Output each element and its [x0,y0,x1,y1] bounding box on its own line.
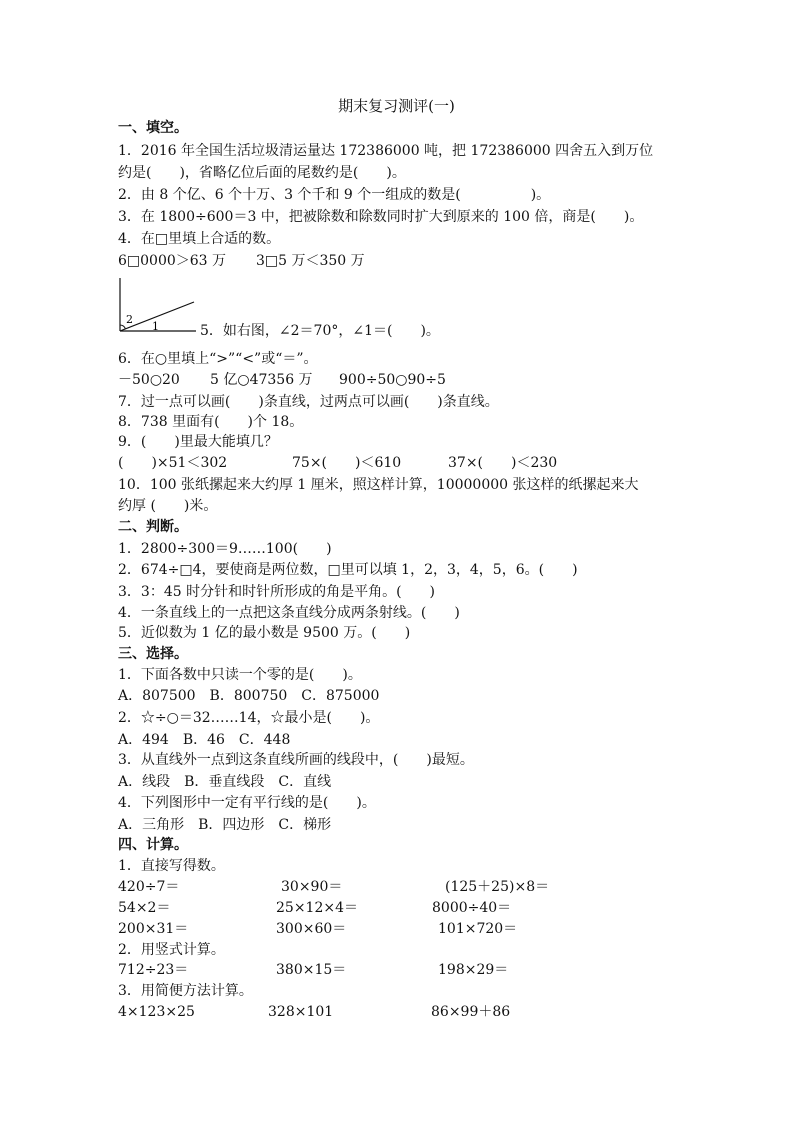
calc-item: 300×60＝ [276,921,347,937]
question-3-1: 1．下面各数中只读一个零的是( )。 [118,667,362,683]
calc-item: (125＋25)×8＝ [445,879,550,895]
calc-item: 420÷7＝ [118,879,180,895]
angle-label-1: 1 [152,320,159,333]
question-1-6-item-a: －50○20 [118,372,180,388]
section-heading-fill-blank: 一、填空。 [118,120,188,136]
calc-item: 8000÷40＝ [432,900,512,916]
question-1-6-item-b: 5 亿○47356 万 [210,372,313,388]
question-1-3: 3．在 1800÷600＝3 中，把被除数和除数同时扩大到原来的 100 倍，商是( )。 [118,209,644,225]
section-heading-choice: 三、选择。 [118,646,188,662]
calc-item: 198×29＝ [438,962,509,978]
calc-item: 30×90＝ [281,879,343,895]
calc-part-3: 3．用简便方法计算。 [118,983,253,999]
question-3-1-options: A．807500 B．800750 C．875000 [118,688,380,704]
section-heading-calculation: 四、计算。 [118,837,188,853]
calc-item: 380×15＝ [276,962,347,978]
question-2-1: 1．2800÷300＝9……100( ) [118,541,332,557]
angle-label-2: 2 [126,313,133,326]
question-1-6: 6．在○里填上“>”“<”或“＝”。 [118,351,318,367]
question-3-4-options: A．三角形 B．四边形 C．梯形 [118,817,332,833]
calc-item: 86×99＋86 [431,1004,511,1020]
question-1-2: 2．由 8 个亿、6 个十万、3 个千和 9 个一组成的数是( )。 [118,187,551,203]
question-1-9: 9．( )里最大能填几？ [118,434,278,450]
question-1-10-line-a: 10．100 张纸摞起来大约厚 1 厘米，照这样计算，10000000 张这样的纸摞起来大 [118,477,639,493]
question-1-4: 4．在□里填上合适的数。 [118,231,281,247]
question-1-9-item-a: ( )×51＜302 [118,455,228,471]
question-1-10-line-b: 约厚 ( )米。 [118,498,218,514]
question-3-2: 2．☆÷○＝32……14，☆最小是( )。 [118,710,380,726]
question-1-8: 8．738 里面有( )个 18。 [118,414,304,430]
calc-item: 25×12×4＝ [276,900,358,916]
calc-item: 4×123×25 [118,1004,195,1020]
question-3-3: 3．从直线外一点到这条直线所画的线段中，( )最短。 [118,752,474,768]
question-2-4: 4．一条直线上的一点把这条直线分成两条射线。( ) [118,605,460,621]
question-1-5: 5．如右图，∠2＝70°，∠1＝( )。 [200,323,440,339]
question-1-4-item-b: 3□5 万＜350 万 [256,253,365,269]
calc-item: 200×31＝ [118,921,189,937]
question-1-6-item-c: 900÷50○90÷5 [339,372,446,388]
question-2-2: 2．674÷□4，要使商是两位数，□里可以填 1，2，3，4，5，6。( ) [118,562,578,578]
calc-item: 712÷23＝ [118,962,189,978]
calc-part-2: 2．用竖式计算。 [118,942,225,958]
calc-part-1: 1．直接写得数。 [118,858,225,874]
question-3-4: 4．下列图形中一定有平行线的是( )。 [118,795,376,811]
calc-item: 328×101 [268,1004,334,1020]
question-1-7: 7．过一点可以画( )条直线，过两点可以画( )条直线。 [118,394,499,410]
question-3-3-options: A．线段 B．垂直线段 C．直线 [118,774,332,790]
section-heading-judge: 二、判断。 [118,519,188,535]
calc-item: 54×2＝ [118,900,171,916]
question-2-5: 5．近似数为 1 亿的最小数是 9500 万。( ) [118,625,411,641]
question-1-1-line-a: 1．2016 年全国生活垃圾清运量达 172386000 吨，把 172386000 四舍五入到万位 [118,143,654,159]
question-1-4-item-a: 6□0000＞63 万 [118,253,227,269]
question-3-2-options: A．494 B．46 C．448 [118,732,291,748]
question-1-1-line-b: 约是( )，省略亿位后面的尾数约是( )。 [118,165,406,181]
page-title: 期末复习测评(一) [338,97,455,115]
question-1-9-item-c: 37×( )＜230 [448,455,558,471]
question-1-9-item-b: 75×( )＜610 [292,455,402,471]
question-2-3: 3．3：45 时分针和时针所形成的角是平角。( ) [118,584,436,600]
calc-item: 101×720＝ [438,921,518,937]
angle-figure [118,276,198,334]
